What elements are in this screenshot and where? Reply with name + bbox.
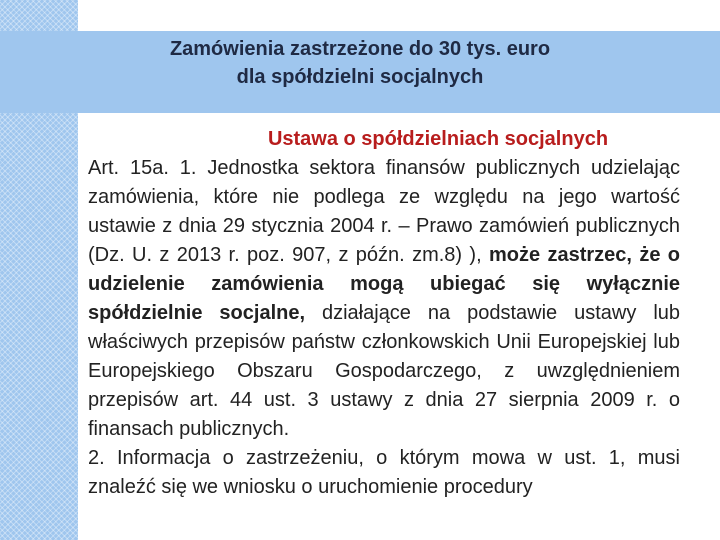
paragraph-1-intro: Art. 15a. 1. Jednostka sektora finansów publicznych udzielając zamówienia, które nie podlega ze względu na jego wartość ustawie z dnia 29 stycznia 2004 r. – Prawo zamówień publicznych (Dz. U. z 2013 r. poz. 907, z późn. zm.8) ), [88, 157, 680, 266]
article-paragraph-1 [88, 154, 680, 444]
slide-content [88, 125, 680, 502]
article-paragraph-2: 2. Informacja o zastrzeżeniu, o którym mowa w ust. 1, musi znaleźć się we wniosku o uruchomienie procedury [88, 447, 680, 498]
paragraph-1-emphasis: może zastrzec, że o udzielenie zamówienia mogą ubiegać się wyłącznie spółdzielnie socjalne, [88, 244, 681, 324]
title-line-2: dla spółdzielni socjalnych [236, 66, 484, 88]
title-line-1: Zamówienia zastrzeżone do 30 tys. euro [169, 38, 551, 60]
slide-title [0, 35, 720, 91]
act-heading: Ustawa o spółdzielniach socjalnych [267, 128, 609, 150]
paragraph-1-rest: działające na podstawie ustawy lub właściwych przepisów państw członkowskich Unii Europejskiej lub Europejskiego Obszaru Gospodarczego, z uwzględnieniem przepisów art. 44 ust. 3 ustawy z dnia 27 sierpnia 2009 r. o finansach publicznych. [88, 302, 681, 440]
